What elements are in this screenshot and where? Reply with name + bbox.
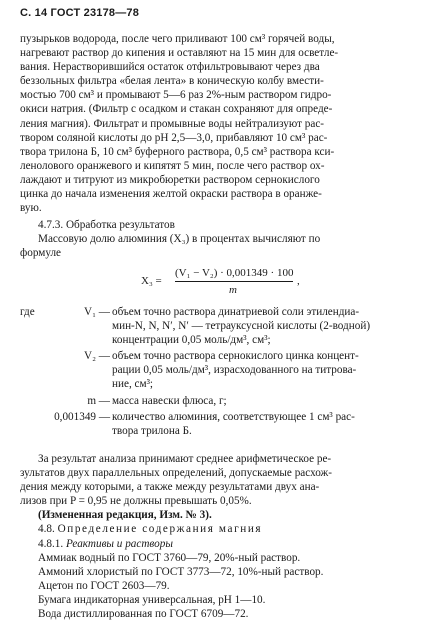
paragraph-procedure — [20, 32, 421, 215]
text-line: зультатов двух параллельных определений, допускаемые расхож- — [20, 467, 333, 480]
def-line: твора трилона Б. — [112, 424, 192, 437]
variable-definitions — [20, 305, 421, 438]
text-line: твора трилона Б, 10 см³ буферного раствора, 0,5 см³ раствора кси- — [20, 145, 335, 158]
text-line: пузырьков водорода, после чего приливают 100 см³ горячей воды, — [20, 33, 335, 45]
def-line: ние, см³; — [112, 378, 154, 391]
list-item: Бумага индикаторная универсальная, pH 1—10. — [38, 594, 266, 607]
def-line: количество алюминия, соответствующее 1 см³ рас- — [112, 410, 355, 423]
list-item: Аммоний хлористый по ГОСТ 3773—72, 10%-ный раствор. — [38, 566, 324, 579]
def-line: масса навески флюса, г; — [112, 394, 227, 407]
section-heading-4-8 — [20, 522, 421, 536]
text-line: вую. — [20, 202, 42, 215]
section-title: Реактивы и растворы — [65, 537, 173, 550]
definition-v1 — [20, 305, 421, 347]
text-line: лаждают и титруют из микробюретки раствором сернокислого — [20, 173, 320, 186]
edition-note: (Измененная редакция, Изм. № 3). — [38, 509, 212, 522]
section-number: 4.8.1. — [38, 537, 64, 550]
text-line: нагревают раствор до кипения и оставляют на 15 мин для осветле- — [20, 47, 339, 60]
text-line: окиси натрия. (Фильтр с осадком и стакан сохраняют для опреде- — [20, 103, 333, 116]
text-line: ленолового оранжевого и кипятят 5 мин, после чего раствор ох- — [20, 159, 325, 172]
section-heading: 4.7.3. Обработка результатов — [38, 219, 175, 231]
text-line: лизов при P = 0,95 не должны превышать 0,05%. — [20, 495, 252, 508]
text-line: За результат анализа принимают среднее арифметическое ре- — [38, 453, 332, 465]
section-number: 4.8. — [38, 523, 55, 536]
text-line: Массовую долю алюминия (X₃) в процентах вычисляют по — [38, 233, 321, 246]
section-4-7-3 — [20, 218, 421, 260]
text-line: мостью 700 см³ и промывают 5—6 раз 2%-ным раствором гидро- — [20, 89, 332, 102]
list-item: Аммиак водный по ГОСТ 3760—79, 20%-ный раствор. — [38, 552, 301, 564]
text-line: дения между которыми, а также между результатами двух ана- — [20, 481, 320, 494]
def-line: концентрации 0,05 моль/дм³, см³; — [112, 334, 271, 347]
section-heading-4-8-1 — [20, 537, 421, 551]
text-line: твором соляной кислоты до pH 2,5—3,0, прибавляют 10 см³ рас- — [20, 131, 328, 144]
reagents-list — [20, 551, 421, 621]
def-line: объем точно раствора динатриевой соли этилендиа- — [112, 306, 360, 318]
formula-tail: , — [297, 275, 300, 287]
list-item: Вода дистиллированная по ГОСТ 6709—72. — [38, 608, 249, 621]
text-line: беззольных фильтра «белая лента» в коническую колбу вмести- — [20, 75, 324, 88]
section-title: Определение содержания магния — [57, 523, 263, 536]
def-line: объем точно раствора сернокислого цинка концент- — [112, 350, 359, 363]
def-prefix: где — [20, 306, 35, 318]
def-term: V₁ — — [84, 306, 110, 318]
definition-v2 — [20, 349, 421, 391]
text-line: формуле — [20, 247, 61, 260]
text-line: ления магния). Фильтрат и промывные воды нейтрализуют рас- — [20, 117, 325, 130]
definition-m — [20, 394, 421, 408]
text-line: вания. Нерастворившийся остаток отфильтровывают через два — [20, 61, 320, 74]
formula-x3 — [141, 266, 341, 296]
def-line: рации 0,05 моль/дм³, израсходованного на титрова- — [112, 364, 357, 377]
def-line: мин-N, N, N′, N′ — тетрауксусной кислоты (2-водной) — [112, 320, 371, 333]
formula-numerator: (V₁ − V₂) · 0,001349 · 100 — [175, 267, 294, 279]
fraction-bar — [175, 281, 293, 282]
definition-coefficient — [20, 410, 421, 438]
list-item: Ацетон по ГОСТ 2603—79. — [38, 580, 170, 593]
def-term: 0,001349 — — [54, 410, 110, 423]
text-line: цинка до начала изменения желтой окраски раствора в оранже- — [20, 188, 322, 201]
paragraph-result — [20, 452, 421, 551]
formula-lhs: X₃ = — [141, 275, 162, 287]
page-header: С. 14 ГОСТ 23178—78 — [20, 7, 140, 19]
def-term: V₂ — — [84, 350, 110, 363]
def-term: m — — [87, 394, 110, 407]
formula-denominator: m — [229, 284, 237, 296]
